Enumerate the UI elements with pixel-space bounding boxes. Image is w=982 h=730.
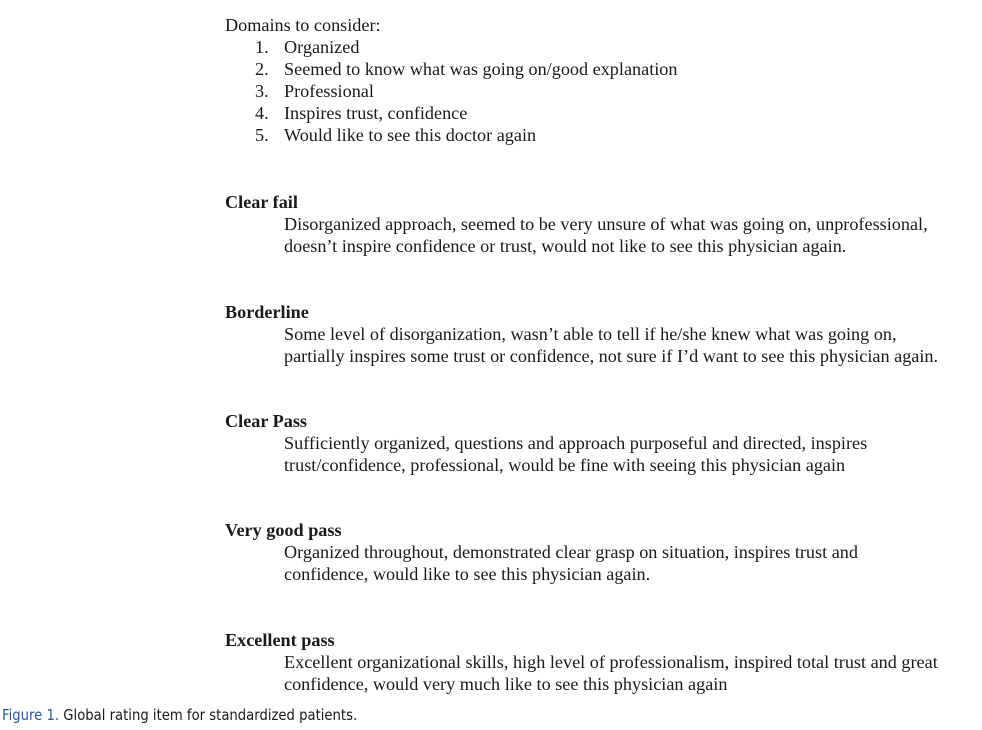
domain-item — [255, 58, 975, 80]
level-excellent-pass — [225, 629, 982, 695]
domain-item — [255, 124, 975, 146]
level-title: Excellent pass — [225, 630, 335, 650]
level-description-line: Some level of disorganization, wasn’t able to tell if he/she knew what was going on, — [284, 324, 897, 344]
figure-label: Figure 1. — [2, 706, 60, 724]
domain-number: 4. — [255, 103, 269, 123]
level-title: Very good pass — [225, 520, 342, 540]
level-description-line: Excellent organizational skills, high level of professionalism, inspired total trust and great — [284, 652, 938, 672]
domain-number: 5. — [255, 125, 269, 145]
level-description-line: doesn’t inspire confidence or trust, would not like to see this physician again. — [284, 236, 847, 256]
domain-text: Seemed to know what was going on/good explanation — [284, 59, 678, 79]
level-description — [225, 432, 982, 476]
rating-document — [225, 14, 975, 694]
level-description-line: partially inspires some trust or confidence, not sure if I’d want to see this physician again. — [284, 346, 939, 366]
figure-caption — [2, 705, 357, 725]
domain-item — [255, 80, 975, 102]
domain-number: 2. — [255, 59, 269, 79]
level-borderline — [225, 301, 982, 367]
domain-number: 3. — [255, 81, 269, 101]
domain-text: Would like to see this doctor again — [284, 125, 537, 145]
domain-item — [255, 102, 975, 124]
level-description-line: Disorganized approach, seemed to be very unsure of what was going on, unprofessional, — [284, 214, 928, 234]
domain-text: Inspires trust, confidence — [284, 103, 468, 123]
domains-heading: Domains to consider: — [225, 15, 381, 35]
domains-list — [225, 36, 975, 146]
level-very-good-pass — [225, 519, 982, 585]
domain-text: Organized — [284, 37, 360, 57]
level-title: Borderline — [225, 302, 309, 322]
figure-caption-text: Global rating item for standardized patients. — [63, 706, 358, 724]
level-clear-pass — [225, 410, 982, 476]
domain-item — [255, 36, 975, 58]
level-description — [225, 323, 982, 367]
level-description-line: Sufficiently organized, questions and approach purposeful and directed, inspires — [284, 433, 868, 453]
level-description — [225, 213, 982, 257]
level-description-line: Organized throughout, demonstrated clear grasp on situation, inspires trust and — [284, 542, 858, 562]
level-title: Clear Pass — [225, 411, 308, 431]
level-description — [225, 651, 982, 695]
domain-number: 1. — [255, 37, 269, 57]
level-clear-fail — [225, 191, 982, 257]
level-description-line: confidence, would like to see this physician again. — [284, 564, 651, 584]
level-description-line: confidence, would very much like to see this physician again — [284, 674, 728, 694]
level-description — [225, 541, 982, 585]
domain-text: Professional — [284, 81, 374, 101]
level-title: Clear fail — [225, 192, 298, 212]
level-description-line: trust/confidence, professional, would be fine with seeing this physician again — [284, 455, 846, 475]
